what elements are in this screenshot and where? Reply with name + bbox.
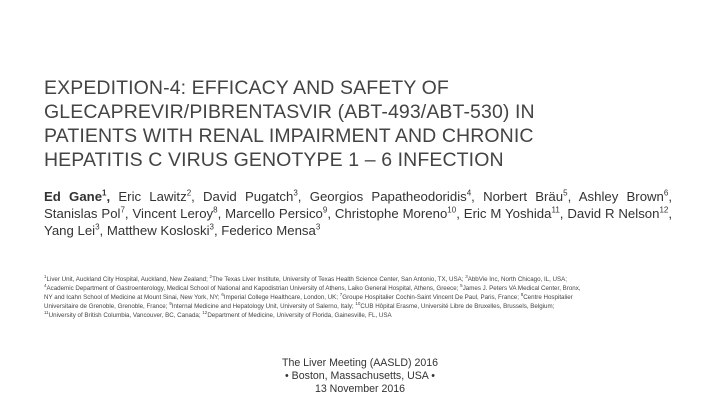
author-list <box>44 188 672 239</box>
affiliations <box>44 275 584 320</box>
affiliation: $^{10}$CUB Hôpital Erasme, Université Libre de Bruxelles, Brussels, Belgium; <box>355 300 555 310</box>
title-line: GLECAPREVIR/PIBRENTASVIR (ABT-493/ABT-530) IN <box>44 101 535 123</box>
author: Eric M Yoshida$^{11}$, <box>463 205 564 221</box>
affiliation: $^4$Academic Department of Gastroenterology, Medical School of National and Kapodistrian University of Athens, Laiko General Hospital, Athens, Greece; <box>44 282 459 292</box>
author: Georgios Papatheodoridis$^4$, <box>309 188 475 204</box>
author: David R Nelson$^{12}$, <box>567 205 673 221</box>
author: Norbert Bräu$^5$, <box>483 188 572 204</box>
slide-title <box>44 76 684 172</box>
title-line: PATIENTS WITH RENAL IMPAIRMENT AND CHRONIC <box>44 125 534 147</box>
affiliation: $^7$Groupe Hospitalier Cochin-Saint Vincent De Paul, Paris, France; <box>339 291 519 301</box>
author: Christophe Moreno$^{10}$, <box>334 205 460 221</box>
affiliation: $^9$Internal Medicine and Hepatology Unit, University of Salerno, Italy; <box>169 300 354 310</box>
author: Eric Lawitz$^2$, <box>118 188 195 204</box>
meeting-name: The Liver Meeting (AASLD) 2016 <box>281 357 439 369</box>
meeting-date: 13 November 2016 <box>314 383 406 395</box>
author: Ed Gane$^1$, <box>44 188 111 204</box>
author: Ashley Brown$^6$, <box>578 188 673 204</box>
affiliation: $^5$James J. Peters VA Medical Center, Bronx, NY and Icahn School of Medicine at Mount Sinai, New York, NY; <box>44 282 581 301</box>
affiliation: $^3$AbbVie Inc, North Chicago, IL, USA; <box>465 273 567 283</box>
author: Matthew Kosloski$^3$, <box>106 222 218 238</box>
affiliation: $^8$Centre Hospitalier Universitaire de Grenoble, Grenoble, France; <box>44 291 573 310</box>
author: Stanislas Pol$^7$, <box>44 205 129 221</box>
meeting-info <box>250 357 470 396</box>
title-line: HEPATITIS C VIRUS GENOTYPE 1 – 6 INFECTION <box>44 149 504 171</box>
affiliation: $^{11}$University of British Columbia, Vancouver, BC, Canada; <box>44 309 201 319</box>
author: Federico Mensa$^3$ <box>221 222 321 238</box>
author: Vincent Leroy$^8$, <box>132 205 222 221</box>
affiliation: $^2$The Texas Liver Institute, University of Texas Health Science Center, San Antonio, TX, USA; <box>209 273 464 283</box>
author: Marcello Persico$^9$, <box>225 205 331 221</box>
affiliation: $^1$Liver Unit, Auckland City Hospital, Auckland, New Zealand; <box>44 273 208 283</box>
author: Yang Lei$^3$, <box>44 222 104 238</box>
affiliation: $^6$Imperial College Healthcare, London, UK; <box>221 291 339 301</box>
title-line: EXPEDITION-4: EFFICACY AND SAFETY OF <box>44 77 449 99</box>
meeting-location: • Boston, Massachusetts, USA • <box>285 370 435 382</box>
author: David Pugatch$^3$, <box>203 188 302 204</box>
affiliation: $^{12}$Department of Medicine, University of Florida, Gainesville, FL, USA <box>202 309 392 319</box>
